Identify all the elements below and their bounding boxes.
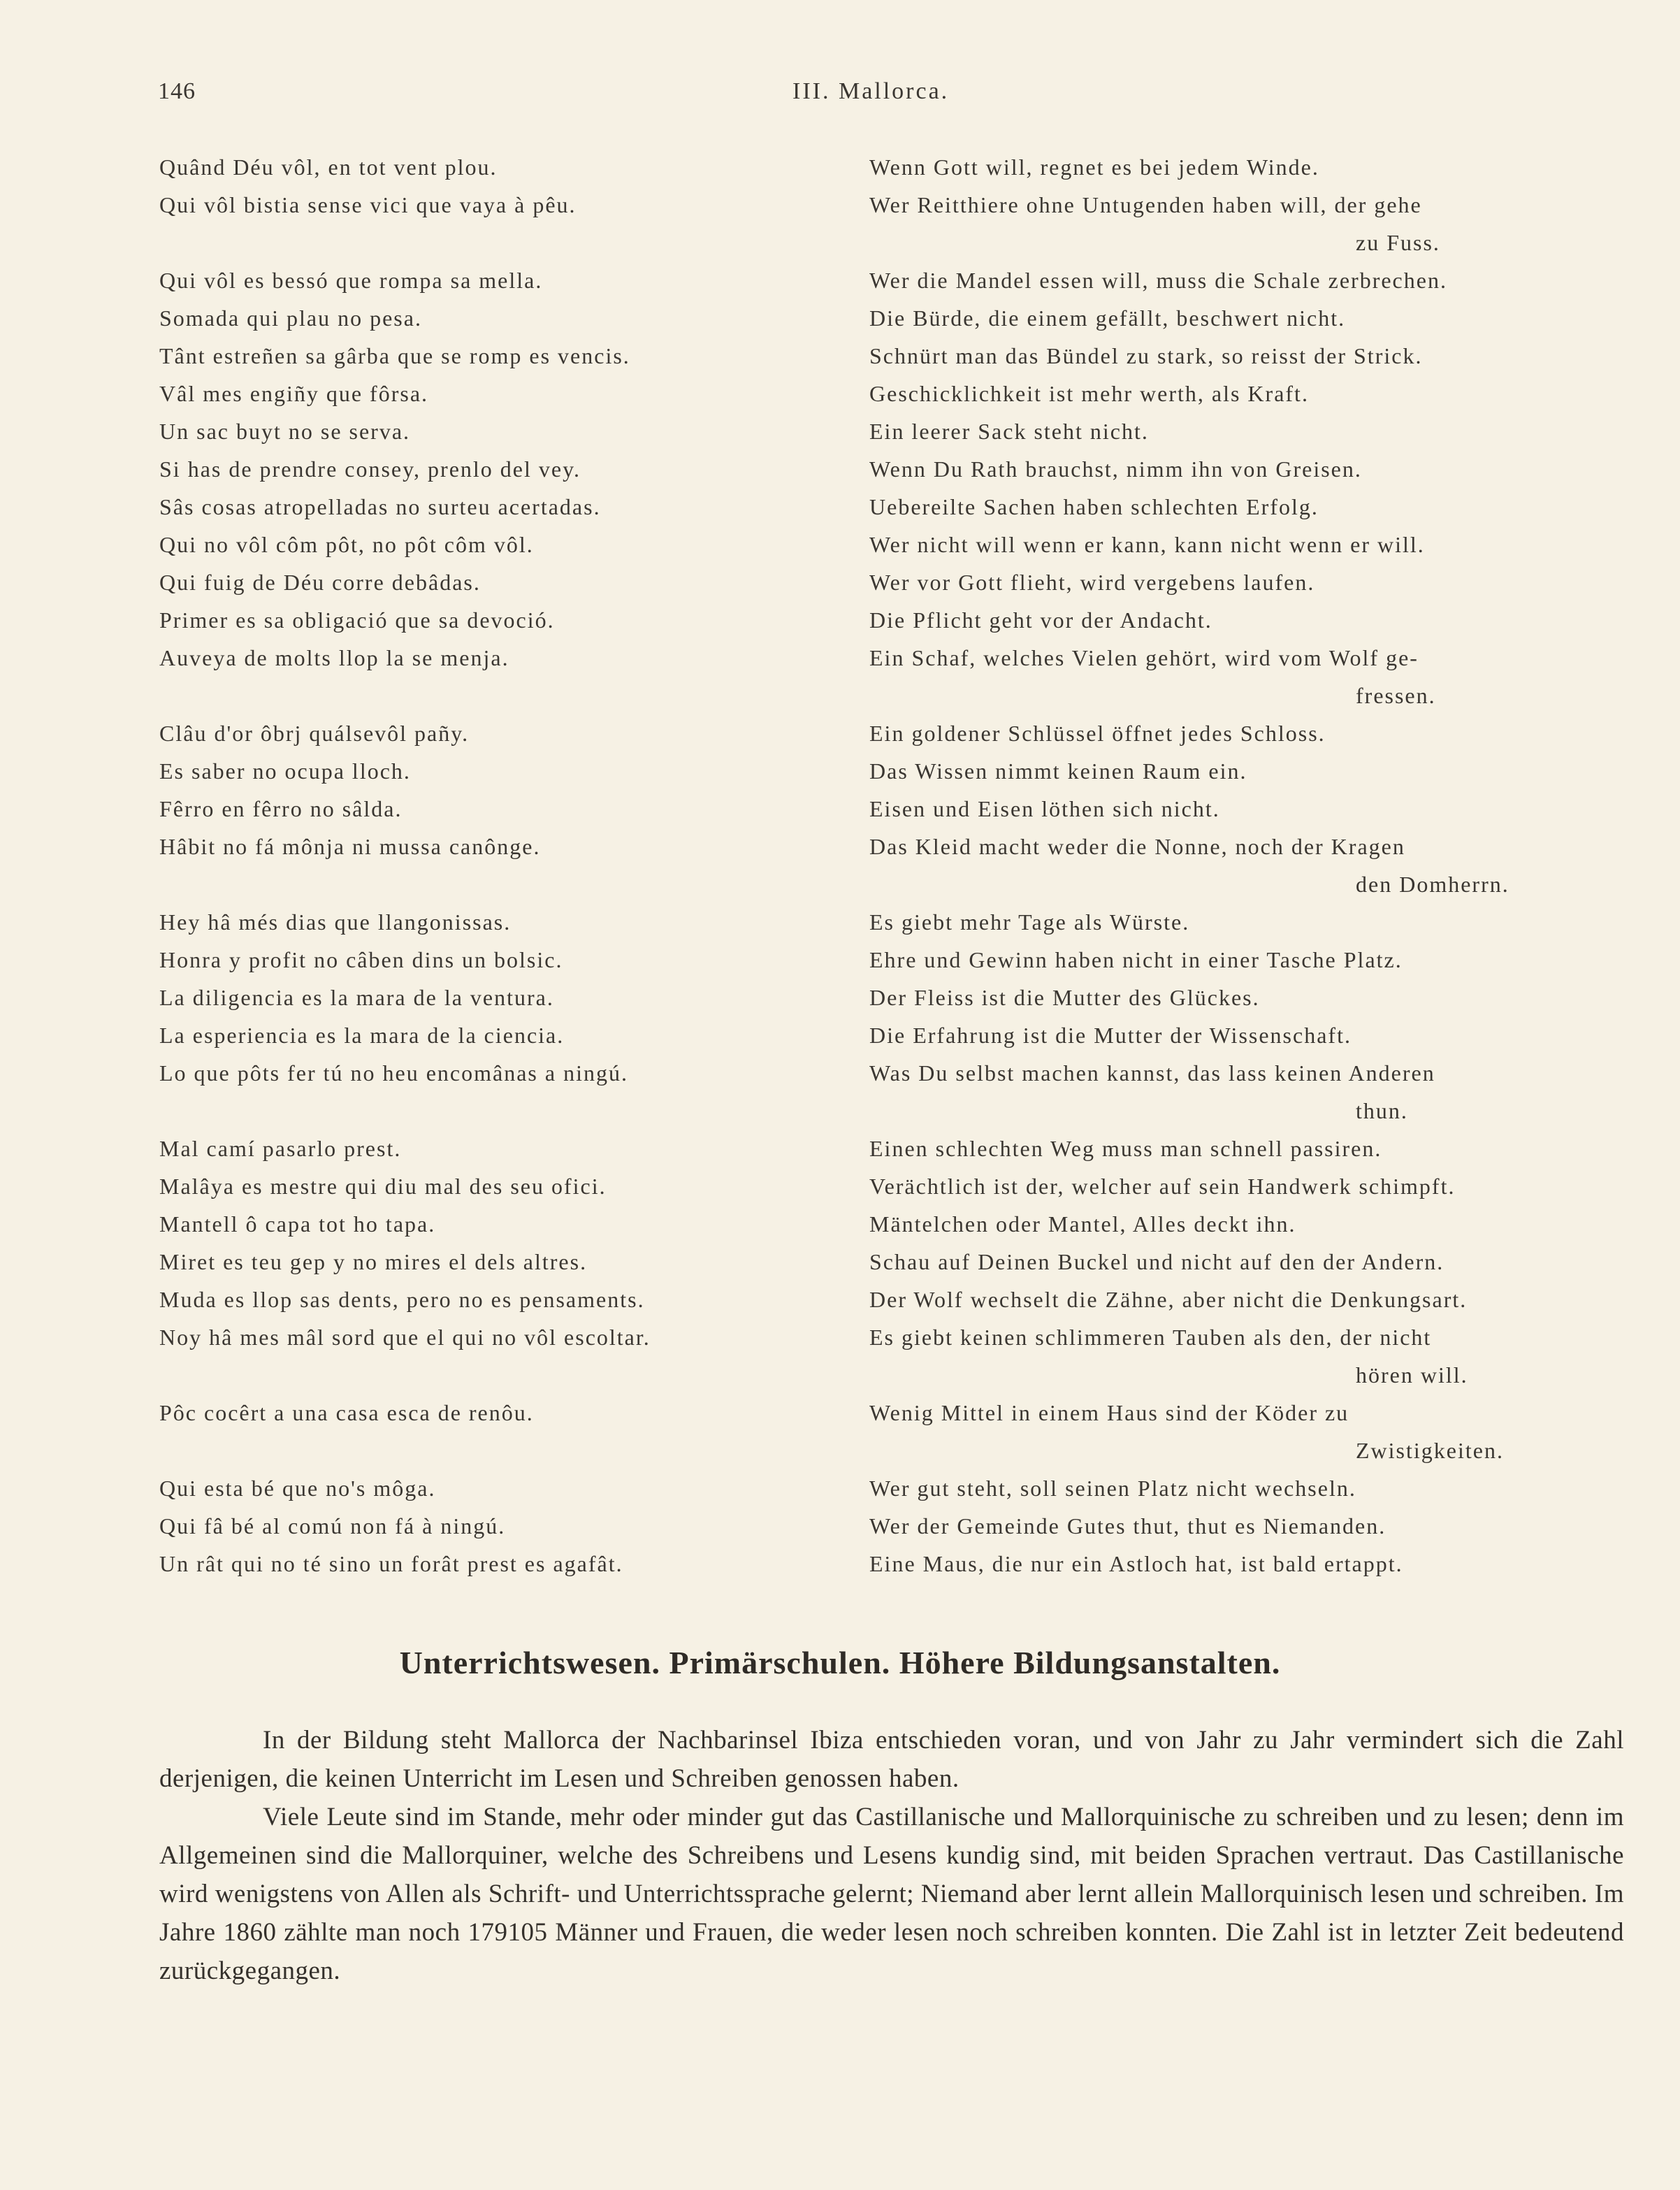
catalan-proverb: Auveya de molts llop la se menja. (159, 645, 509, 670)
catalan-proverb: Honra y profit no câben dins un bolsic. (159, 947, 563, 972)
german-translation: Verächtlich ist der, welcher auf sein Handwerk schimpft. (869, 1174, 1456, 1199)
proverb-row (159, 828, 1613, 903)
catalan-proverb: Qui no vôl côm pôt, no pôt côm vôl. (159, 532, 534, 557)
german-translation: Wer der Gemeinde Gutes thut, thut es Niemanden. (869, 1513, 1386, 1539)
proverb-row (159, 1205, 1613, 1243)
german-translation: Ein leerer Sack steht nicht. (869, 419, 1149, 444)
proverb-row (159, 450, 1613, 488)
german-translation: Die Erfahrung ist die Mutter der Wissenschaft. (869, 1023, 1352, 1048)
german-translation: Wenn Du Rath brauchst, nimm ihn von Greisen. (869, 456, 1362, 482)
paragraph: In der Bildung steht Mallorca der Nachbarinsel Ibiza entschieden voran, und von Jahr zu Jahr vermindert sich die Zahl derjenigen, die keinen Unterricht im Lesen und Schreiben genossen haben. (159, 1726, 1624, 1793)
catalan-proverb: Primer es sa obligació que sa devoció. (159, 607, 555, 633)
proverb-row (159, 979, 1613, 1016)
catalan-proverb: Un rât qui no té sino un forât prest es agafât. (159, 1551, 623, 1576)
german-translation: Wenn Gott will, regnet es bei jedem Winde. (869, 154, 1319, 180)
german-translation: Wer die Mandel essen will, muss die Schale zerbrechen. (869, 268, 1447, 293)
german-translation: Ein Schaf, welches Vielen gehört, wird vom Wolf ge- (869, 645, 1419, 670)
catalan-proverb: Hey hâ més dias que llangonissas. (159, 909, 512, 935)
german-translation: Eisen und Eisen löthen sich nicht. (869, 796, 1220, 821)
catalan-proverb: Clâu d'or ôbrj quálsevôl pañy. (159, 721, 470, 746)
catalan-proverb: Mal camí pasarlo prest. (159, 1136, 402, 1161)
german-translation-continued: zu Fuss. (1356, 230, 1440, 255)
proverb-row (159, 1507, 1613, 1545)
german-translation: Schau auf Deinen Buckel und nicht auf den der Andern. (869, 1249, 1444, 1274)
german-translation: Schnürt man das Bündel zu stark, so reisst der Strick. (869, 343, 1423, 368)
proverb-row (159, 1130, 1613, 1167)
proverb-row (159, 1243, 1613, 1281)
proverb-table (159, 148, 1613, 1583)
german-translation: Ehre und Gewinn haben nicht in einer Tasche Platz. (869, 947, 1403, 972)
catalan-proverb: Vâl mes engiñy que fôrsa. (159, 381, 429, 406)
german-translation: Wer vor Gott flieht, wird vergebens laufen. (869, 570, 1315, 595)
catalan-proverb: Fêrro en fêrro no sâlda. (159, 796, 403, 821)
german-translation-continued: hören will. (1356, 1362, 1468, 1388)
german-translation: Wenig Mittel in einem Haus sind der Köder zu (869, 1400, 1349, 1425)
catalan-proverb: Qui vôl es bessó que rompa sa mella. (159, 268, 543, 293)
catalan-proverb: Mantell ô capa tot ho tapa. (159, 1211, 436, 1237)
german-translation-continued: den Domherrn. (1356, 872, 1509, 897)
catalan-proverb: Qui fuig de Déu corre debâdas. (159, 570, 481, 595)
german-translation: Wer nicht will wenn er kann, kann nicht wenn er will. (869, 532, 1425, 557)
german-translation: Mäntelchen oder Mantel, Alles deckt ihn. (869, 1211, 1296, 1237)
catalan-proverb: Tânt estreñen sa gârba que se romp es vencis. (159, 343, 630, 368)
catalan-proverb: Noy hâ mes mâl sord que el qui no vôl escoltar. (159, 1325, 651, 1350)
proverb-row (159, 526, 1613, 563)
page-number: 146 (158, 78, 196, 104)
catalan-proverb: Lo que pôts fer tú no heu encomânas a ningú. (159, 1060, 628, 1086)
german-translation: Was Du selbst machen kannst, das lass keinen Anderen (869, 1060, 1435, 1086)
german-translation-continued: fressen. (1356, 683, 1436, 708)
german-translation: Wer gut steht, soll seinen Platz nicht wechseln. (869, 1476, 1356, 1501)
proverb-row (159, 1167, 1613, 1205)
body-text (159, 1721, 1624, 1990)
paragraph: Viele Leute sind im Stande, mehr oder minder gut das Castillanische und Mallorquinische zu schreiben und zu lesen; denn im Allgemeinen sind die Mallorquiner, welche des Schreibens und Lesens kundig sind, mit beiden Sprachen vertraut. Das Castillanische wird wenigstens von Allen als Schrift- und Unterrichtssprache gelernt; Niemand aber lernt allein Mallorquinisch lesen und schreiben. Im Jahre 1860 zählte man noch 179105 Männer und Frauen, die weder lesen noch schreiben konnten. Die Zahl ist in letzter Zeit bedeutend zurückgegangen. (159, 1803, 1624, 1985)
catalan-proverb: Qui fâ bé al comú non fá à ningú. (159, 1513, 506, 1539)
catalan-proverb: Sâs cosas atropelladas no surteu acertadas. (159, 494, 601, 519)
german-translation: Ein goldener Schlüssel öffnet jedes Schloss. (869, 721, 1326, 746)
catalan-proverb: Un sac buyt no se serva. (159, 419, 411, 444)
german-translation: Es giebt keinen schlimmeren Tauben als den, der nicht (869, 1325, 1432, 1350)
catalan-proverb: Quând Déu vôl, en tot vent plou. (159, 154, 498, 180)
german-translation: Einen schlechten Weg muss man schnell passiren. (869, 1136, 1382, 1161)
proverb-row (159, 1394, 1613, 1469)
german-translation: Das Kleid macht weder die Nonne, noch der Kragen (869, 834, 1405, 859)
proverb-row (159, 1545, 1613, 1583)
running-header: III. Mallorca. (792, 78, 950, 104)
german-translation: Geschicklichkeit ist mehr werth, als Kraft. (869, 381, 1309, 406)
proverb-row (159, 337, 1613, 375)
german-translation: Der Fleiss ist die Mutter des Glückes. (869, 985, 1260, 1010)
catalan-proverb: La diligencia es la mara de la ventura. (159, 985, 554, 1010)
german-translation: Eine Maus, die nur ein Astloch hat, ist bald ertappt. (869, 1551, 1403, 1576)
catalan-proverb: Qui esta bé que no's môga. (159, 1476, 436, 1501)
proverb-row (159, 941, 1613, 979)
catalan-proverb: Hâbit no fá mônja ni mussa canônge. (159, 834, 541, 859)
proverb-row (159, 1281, 1613, 1318)
proverb-row (159, 903, 1613, 941)
german-translation: Uebereilte Sachen haben schlechten Erfolg. (869, 494, 1319, 519)
catalan-proverb: Pôc cocêrt a una casa esca de renôu. (159, 1400, 534, 1425)
german-translation: Der Wolf wechselt die Zähne, aber nicht die Denkungsart. (869, 1287, 1468, 1312)
german-translation-continued: Zwistigkeiten. (1356, 1438, 1504, 1463)
catalan-proverb: Miret es teu gep y no mires el dels altres. (159, 1249, 588, 1274)
german-translation: Es giebt mehr Tage als Würste. (869, 909, 1190, 935)
proverb-row (159, 148, 1613, 186)
proverb-row (159, 601, 1613, 639)
german-translation-continued: thun. (1356, 1098, 1408, 1123)
proverb-row (159, 299, 1613, 337)
catalan-proverb: Es saber no ocupa lloch. (159, 758, 411, 784)
proverb-row (159, 186, 1613, 261)
catalan-proverb: Malâya es mestre qui diu mal des seu ofici. (159, 1174, 607, 1199)
proverb-row (159, 1469, 1613, 1507)
catalan-proverb: Muda es llop sas dents, pero no es pensaments. (159, 1287, 645, 1312)
proverb-row (159, 790, 1613, 828)
proverb-row (159, 261, 1613, 299)
catalan-proverb: Si has de prendre consey, prenlo del vey. (159, 456, 581, 482)
proverb-row (159, 639, 1613, 714)
german-translation: Wer Reitthiere ohne Untugenden haben will, der gehe (869, 192, 1422, 217)
proverb-row (159, 1054, 1613, 1130)
catalan-proverb: La esperiencia es la mara de la ciencia. (159, 1023, 565, 1048)
proverb-row (159, 752, 1613, 790)
proverb-row (159, 1318, 1613, 1394)
section-heading: Unterrichtswesen. Primärschulen. Höhere Bildungsanstalten. (399, 1645, 1281, 1680)
proverb-row (159, 375, 1613, 412)
catalan-proverb: Somada qui plau no pesa. (159, 305, 422, 331)
catalan-proverb: Qui vôl bistia sense vici que vaya à pêu. (159, 192, 577, 217)
german-translation: Das Wissen nimmt keinen Raum ein. (869, 758, 1247, 784)
proverb-row (159, 488, 1613, 526)
german-translation: Die Pflicht geht vor der Andacht. (869, 607, 1212, 633)
proverb-row (159, 563, 1613, 601)
proverb-row (159, 412, 1613, 450)
german-translation: Die Bürde, die einem gefällt, beschwert nicht. (869, 305, 1346, 331)
proverb-row (159, 714, 1613, 752)
proverb-row (159, 1016, 1613, 1054)
